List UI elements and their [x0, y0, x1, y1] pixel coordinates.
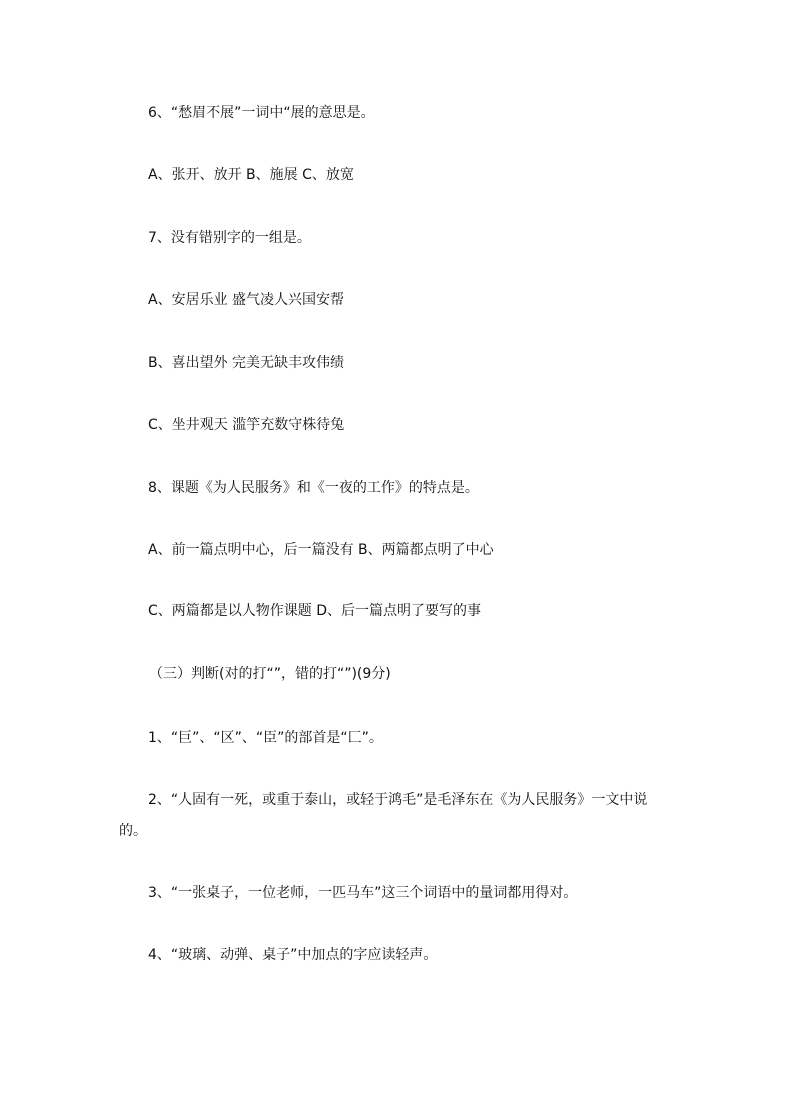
judgment-2: 2、“人固有一死，或重于泰山，或轻于鸿毛”是毛泽东在《为人民服务》一文中说 [148, 792, 648, 808]
judgment-2-continuation: 的。 [119, 823, 147, 839]
question-7-option-a: A、安居乐业 盛气凌人兴国安帮 [148, 292, 345, 308]
question-8-options-ab: A、前一篇点明中心，后一篇没有 B、两篇都点明了中心 [148, 542, 494, 558]
question-7: 7、没有错别字的一组是。 [148, 230, 311, 246]
question-6: 6、“愁眉不展”一词中“展的意思是。 [148, 105, 375, 121]
question-6-options: A、张开、放开 B、施展 C、放宽 [148, 167, 354, 183]
question-7-option-b: B、喜出望外 完美无缺丰攻伟绩 [148, 355, 345, 371]
judgment-3: 3、“一张桌子，一位老师，一匹马车”这三个词语中的量词都用得对。 [148, 885, 578, 901]
question-8: 8、课题《为人民服务》和《一夜的工作》的特点是。 [148, 480, 479, 496]
judgment-1: 1、“巨”、“区”、“臣”的部首是“匚”。 [148, 730, 383, 746]
section-heading-judgment: （三）判断(对的打“”，错的打“”)(9分) [149, 666, 391, 682]
question-8-options-cd: C、两篇都是以人物作课题 D、后一篇点明了要写的事 [148, 603, 482, 619]
question-7-option-c: C、坐井观天 滥竽充数守株待兔 [148, 417, 345, 433]
judgment-4: 4、“玻璃、动弹、桌子”中加点的字应读轻声。 [148, 947, 438, 963]
